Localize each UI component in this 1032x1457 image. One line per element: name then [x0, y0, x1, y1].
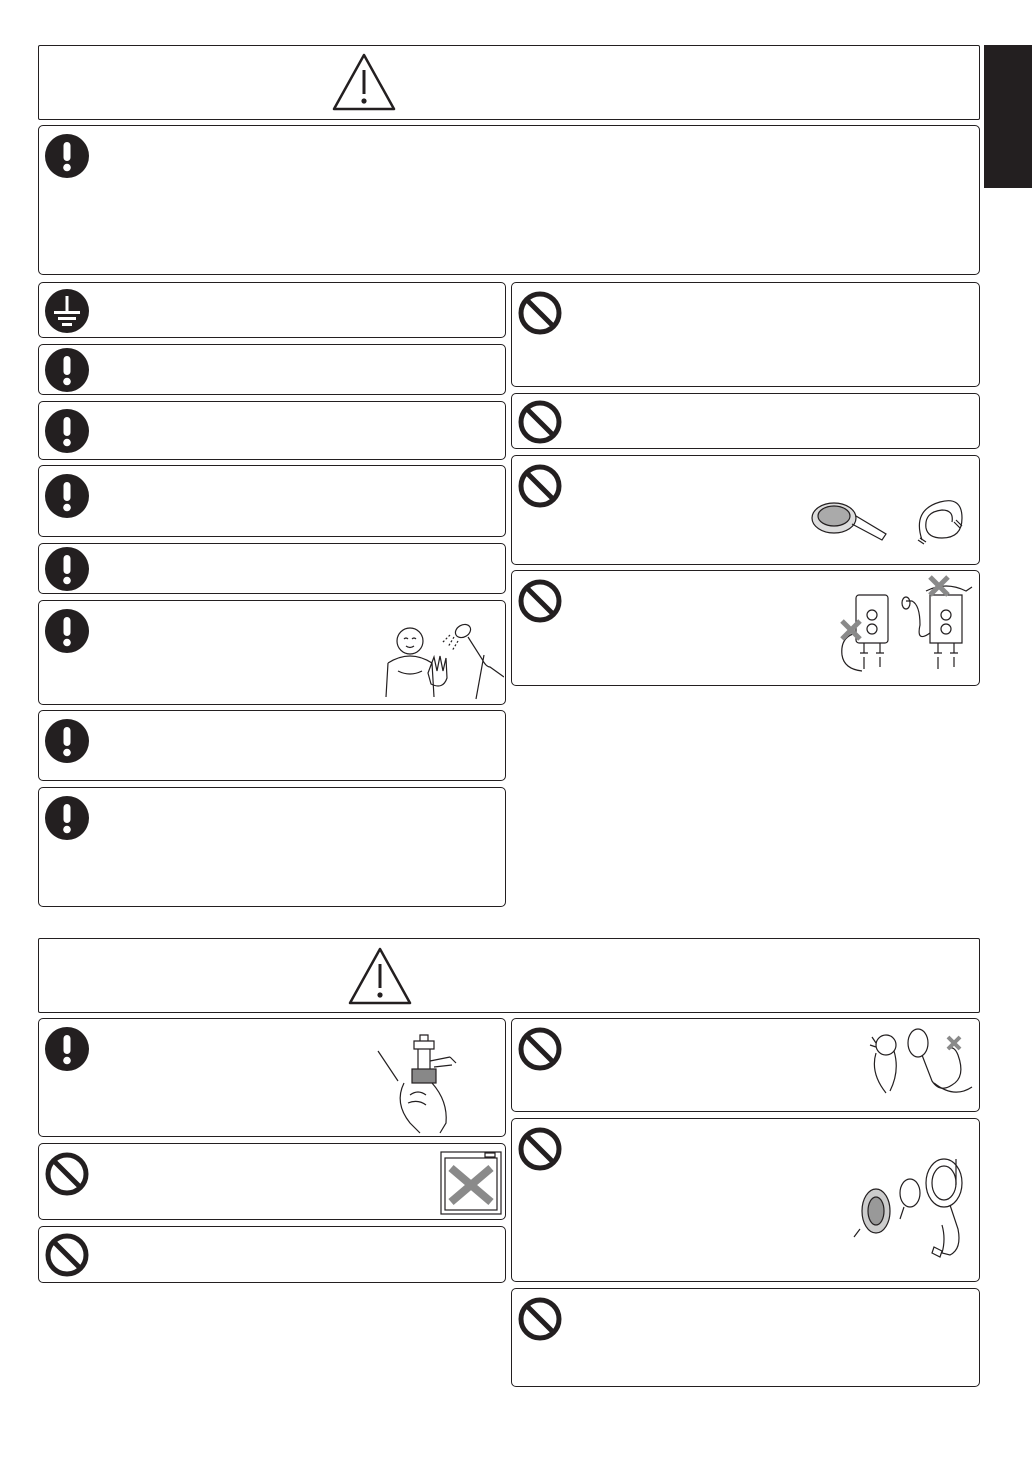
- warning-item-mandatory-3: [38, 401, 506, 460]
- prohibition-circle-icon: [518, 464, 562, 508]
- warning-item-mandatory-5: [38, 543, 506, 594]
- prohibition-circle-icon: [518, 1027, 562, 1071]
- prohibition-circle-icon: [45, 1233, 89, 1277]
- warning-item-installation: [511, 570, 980, 686]
- warning-item-mandatory-2: [38, 344, 506, 395]
- caution-header: [38, 938, 980, 1013]
- prohibition-circle-icon: [518, 1297, 562, 1341]
- baby-bath-shower-illustration: [384, 615, 504, 701]
- exclamation-circle-icon: [45, 547, 89, 591]
- earth-ground-icon: [45, 289, 89, 333]
- prohibition-circle-icon: [518, 1127, 562, 1171]
- exclamation-circle-icon: [45, 719, 89, 763]
- warning-item-prohibited-2: [511, 393, 980, 449]
- warning-triangle-icon: [331, 52, 397, 117]
- shower-head-and-hose-illustration: [810, 494, 970, 550]
- warning-item-earth: [38, 282, 506, 338]
- warning-item-shower-parts: [511, 455, 980, 565]
- warning-item-mandatory-8: [38, 787, 506, 907]
- warning-item-wide: [38, 125, 980, 275]
- caution-item-tap: [38, 1018, 506, 1137]
- exclamation-circle-icon: [45, 348, 89, 392]
- water-heater-installation-illustration: [834, 573, 978, 683]
- caution-item-washing-machine: [38, 1143, 506, 1220]
- caution-item-prohibited-6: [511, 1288, 980, 1387]
- exclamation-circle-icon: [45, 474, 89, 518]
- caution-item-prohibited-3: [38, 1226, 506, 1283]
- prohibition-circle-icon: [518, 400, 562, 444]
- warning-item-mandatory-7: [38, 710, 506, 781]
- tap-connection-illustration: [374, 1031, 470, 1135]
- exclamation-circle-icon: [45, 796, 89, 840]
- exclamation-circle-icon: [45, 134, 89, 178]
- exclamation-circle-icon: [45, 409, 89, 453]
- warning-item-baby-bath: [38, 600, 506, 705]
- washing-machine-crossed-illustration: [439, 1148, 505, 1216]
- warning-item-prohibited-1: [511, 282, 980, 387]
- exclamation-circle-icon: [45, 609, 89, 653]
- exclamation-circle-icon: [45, 1027, 89, 1071]
- prohibition-circle-icon: [45, 1152, 89, 1196]
- caution-item-shower-head-parts: [511, 1118, 980, 1282]
- side-tab: [984, 45, 1032, 188]
- prohibition-circle-icon: [518, 579, 562, 623]
- shower-head-parts-illustration: [852, 1149, 972, 1259]
- caution-item-shower-hose: [511, 1018, 980, 1112]
- warning-header: [38, 45, 980, 120]
- shower-head-hose-crossed-illustration: [864, 1023, 974, 1097]
- warning-triangle-icon: [347, 946, 413, 1011]
- warning-item-mandatory-4: [38, 465, 506, 537]
- prohibition-circle-icon: [518, 291, 562, 335]
